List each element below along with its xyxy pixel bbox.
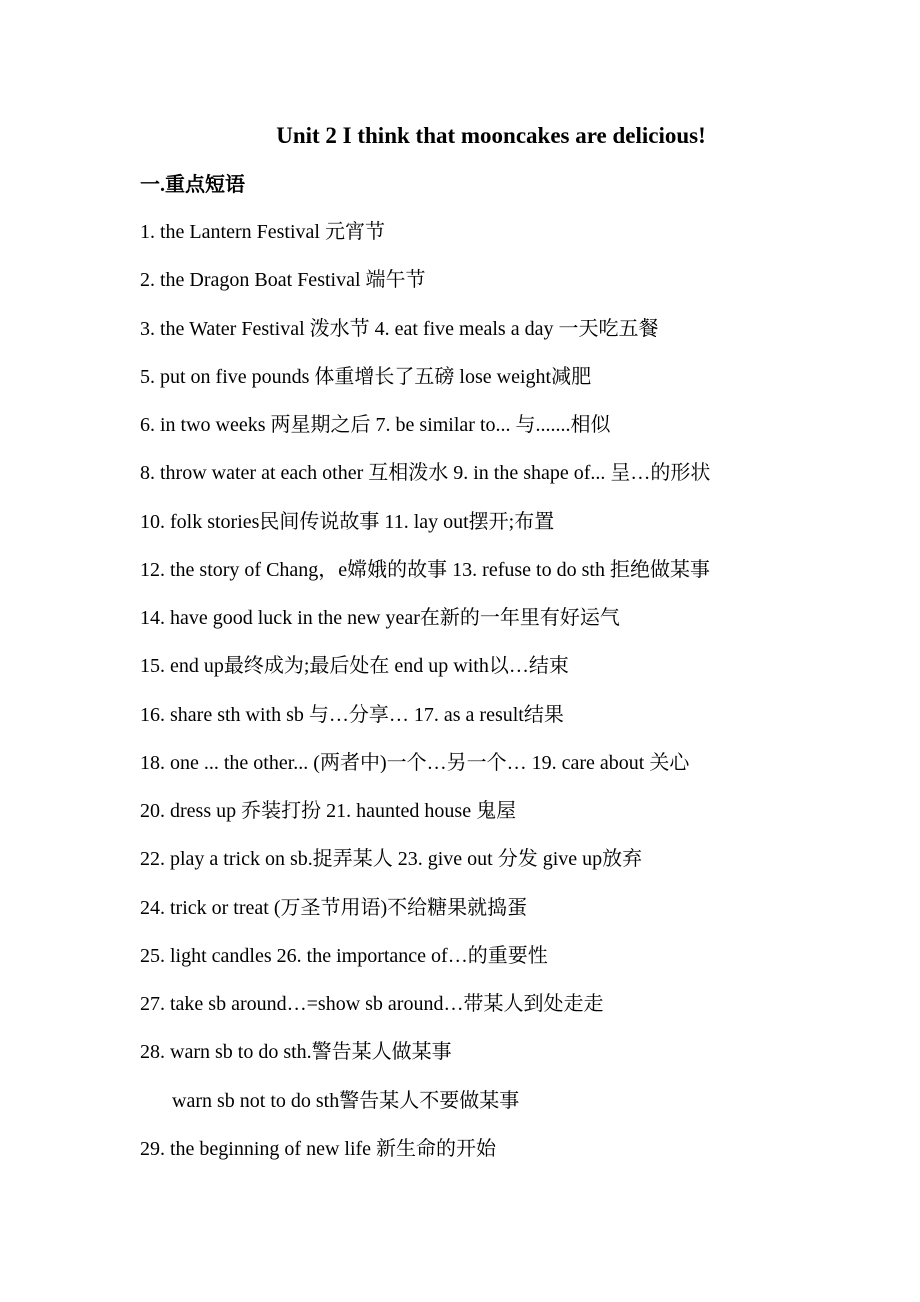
phrase-line: 14. have good luck in the new year在新的一年里有好运气 (140, 607, 620, 629)
phrase-line: 12. the story of Chang，e嫦娥的故事 13. refuse to do sth 拒绝做某事 (140, 558, 710, 581)
phrase-line: 15. end up最终成为;最后处在 end up with以…结束 (140, 655, 569, 678)
phrase-line: 25. light candles 26. the importance of…的重要性 (140, 944, 548, 967)
phrase-line: 18. one ... the other... (两者中)一个…另一个… 19. care about 关心 (140, 751, 690, 774)
phrase-line: 16. share sth with sb 与…分享… 17. as a result结果 (140, 703, 564, 726)
phrase-line: 20. dress up 乔装打扮 21. haunted house 鬼屋 (140, 800, 517, 822)
phrase-line: 24. trick or treat (万圣节用语)不给糖果就捣蛋 (140, 896, 528, 919)
phrase-line: 10. folk stories民间传说故事 11. lay out摆开;布置 (140, 510, 555, 533)
section-heading-key-phrases: 一.重点短语 (140, 174, 245, 196)
phrase-line-continuation: warn sb not to do sth警告某人不要做某事 (172, 1089, 520, 1112)
phrase-line: 29. the beginning of new life 新生命的开始 (140, 1137, 497, 1160)
phrase-line: 1. the Lantern Festival 元宵节 (140, 221, 385, 243)
phrase-line: 2. the Dragon Boat Festival 端午节 (140, 269, 426, 292)
phrase-line: 5. put on five pounds 体重增长了五磅 lose weight减肥 (140, 365, 592, 388)
phrase-list (140, 216, 900, 1181)
phrase-line: 22. play a trick on sb.捉弄某人 23. give out 分发 give up放弃 (140, 848, 643, 871)
phrase-line: 27. take sb around…=show sb around…带某人到处走走 (140, 993, 604, 1015)
phrase-line: 3. the Water Festival 泼水节 4. eat five meals a day 一天吃五餐 (140, 317, 659, 340)
phrase-line: 28. warn sb to do sth.警告某人做某事 (140, 1041, 452, 1064)
phrase-line: 8. throw water at each other 互相泼水 9. in the shape of... 呈…的形状 (140, 462, 711, 485)
document-title: Unit 2 I think that mooncakes are delicious! (276, 123, 706, 148)
phrase-line: 6. in two weeks 两星期之后 7. be similar to... 与.......相似 (140, 414, 611, 436)
